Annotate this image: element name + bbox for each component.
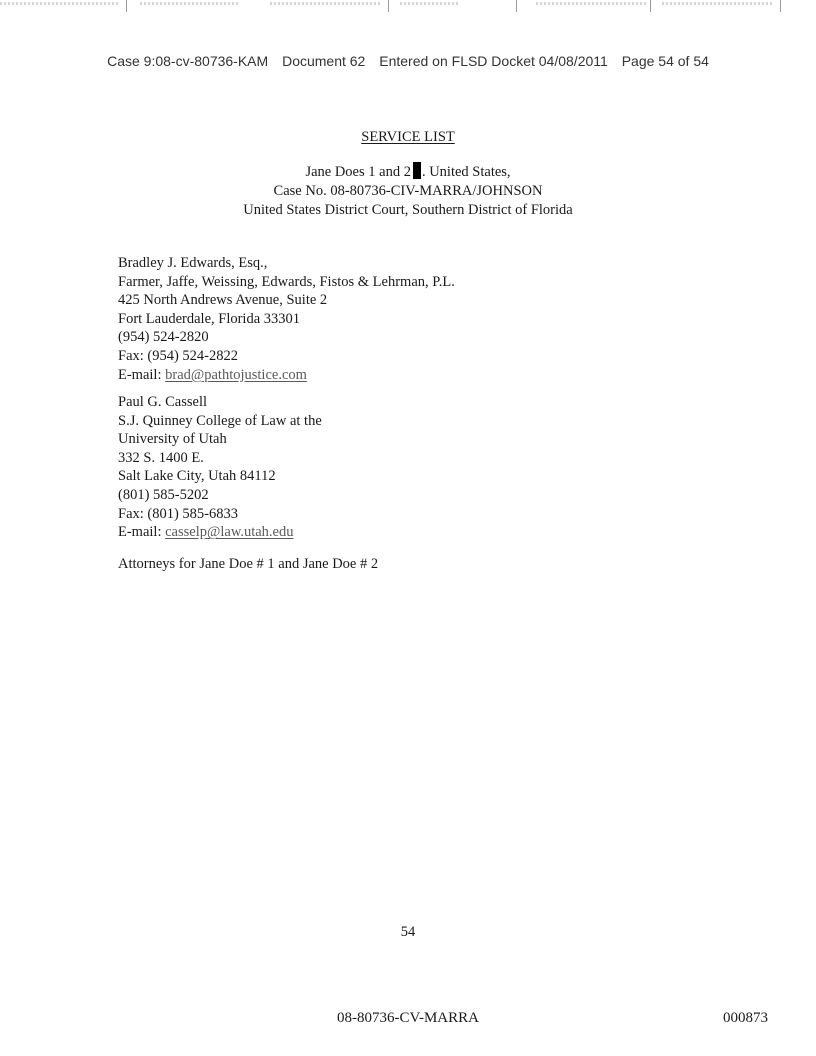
case-number: Case 9:08-cv-80736-KAM xyxy=(107,53,269,69)
email-label: E-mail: xyxy=(118,366,166,383)
attorney-address-line-1: 332 S. 1400 E. xyxy=(118,449,204,466)
attorney-block-cassell xyxy=(118,393,322,542)
page-count: Page 54 of 54 xyxy=(621,53,709,69)
attorney-fax: Fax: (801) 585-6833 xyxy=(118,505,239,522)
attorney-email-line xyxy=(118,523,322,542)
attorney-address-line-2: Salt Lake City, Utah 84112 xyxy=(118,468,276,485)
docket-entry: Entered on FLSD Docket 04/08/2011 xyxy=(379,53,608,69)
caption-parties-after: . United States, xyxy=(421,164,511,180)
page-number: 54 xyxy=(400,924,416,940)
attorney-name: Bradley J. Edwards, Esq., xyxy=(118,255,268,271)
caption-court: United States District Court, Southern District of Florida xyxy=(243,202,573,218)
attorney-fax: Fax: (954) 524-2822 xyxy=(118,347,239,364)
attorney-address-line-1: 425 North Andrews Avenue, Suite 2 xyxy=(118,292,328,309)
attorney-phone: (801) 585-5202 xyxy=(118,486,209,503)
attorney-address-line-2: Fort Lauderdale, Florida 33301 xyxy=(118,310,301,327)
email-link[interactable]: casselp@law.utah.edu xyxy=(165,524,294,541)
attorney-name: Paul G. Cassell xyxy=(118,394,208,410)
bates-case-number: 08-80736-CV-MARRA xyxy=(337,1010,479,1026)
docket-header xyxy=(0,53,816,69)
caption-line-parties xyxy=(0,162,816,182)
email-link[interactable]: brad@pathtojustice.com xyxy=(165,366,307,383)
caption-parties-before: Jane Does 1 and 2 xyxy=(305,164,411,180)
attorney-phone: (954) 524-2820 xyxy=(118,329,209,346)
service-list-title: SERVICE LIST xyxy=(361,129,455,145)
case-caption xyxy=(0,162,816,220)
redaction-box xyxy=(413,162,421,179)
attorney-email-line xyxy=(118,366,455,385)
scan-artifact-top-edge xyxy=(0,0,816,14)
attorney-firm: Farmer, Jaffe, Weissing, Edwards, Fistos & Lehrman, P.L. xyxy=(118,273,455,290)
attorney-organization-line-2: University of Utah xyxy=(118,431,227,448)
attorney-organization-line-1: S.J. Quinney College of Law at the xyxy=(118,412,322,429)
caption-case-number: Case No. 08-80736-CIV-MARRA/JOHNSON xyxy=(273,183,543,199)
attorney-block-edwards xyxy=(118,254,455,384)
document-number: Document 62 xyxy=(282,53,366,69)
bates-number: 000873 xyxy=(723,1010,768,1026)
attorneys-for-statement: Attorneys for Jane Doe # 1 and Jane Doe # 2 xyxy=(118,556,379,572)
email-label: E-mail: xyxy=(118,524,166,541)
